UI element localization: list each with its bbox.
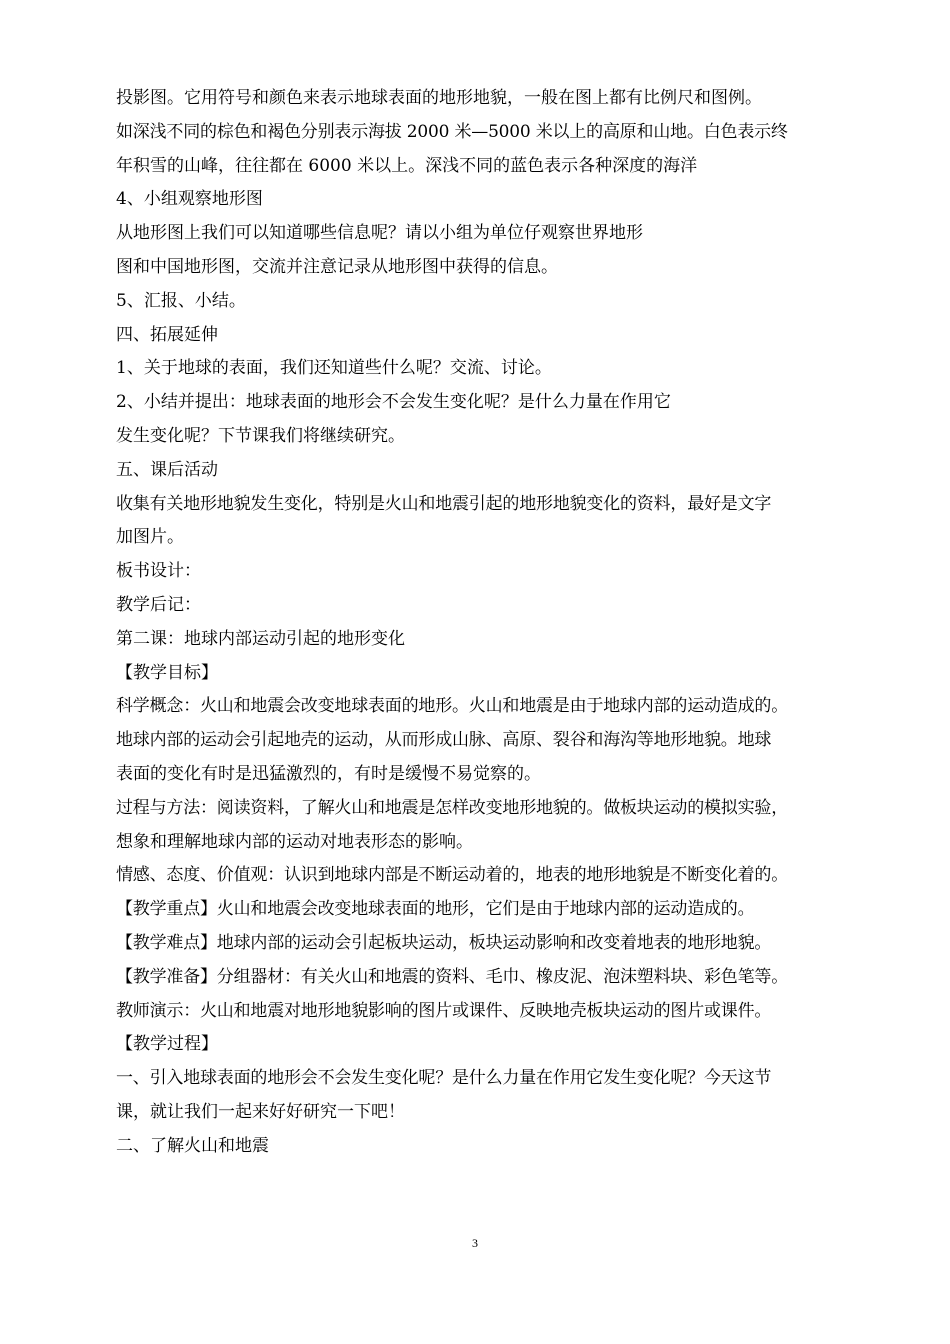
section-heading: 5、汇报、小结。 — [116, 290, 246, 311]
text-line: 发生变化呢？下节课我们将继续研究。 — [116, 425, 405, 446]
text-line: 2、小结并提出：地球表面的地形会不会发生变化呢？是什么力量在作用它 — [116, 392, 671, 413]
section-heading: 4、小组观察地形图 — [116, 189, 263, 210]
text-line: 地球内部的运动会引起地壳的运动，从而形成山脉、高原、裂谷和海沟等地形地貌。地球 — [116, 730, 772, 751]
section-heading: 五、课后活动 — [116, 459, 218, 480]
section-heading: 四、拓展延伸 — [116, 324, 218, 345]
text-line: 课，就让我们一起来好好研究一下吧！ — [116, 1101, 405, 1122]
text-line: 教学后记： — [116, 594, 201, 615]
text-line: 【教学重点】火山和地震会改变地球表面的地形，它们是由于地球内部的运动造成的。 — [116, 899, 755, 920]
text-line: 情感、态度、价值观：认识到地球内部是不断运动着的，地表的地形地貌是不断变化着的。 — [116, 865, 788, 886]
text-line: 想象和理解地球内部的运动对地表形态的影响。 — [116, 831, 473, 852]
page-number: 3 — [472, 1236, 478, 1250]
text-line: 投影图。它用符号和颜色来表示地球表面的地形地貌，一般在图上都有比例尺和图例。 — [116, 88, 762, 108]
text-line: 如深浅不同的棕色和褐色分别表示海拔 2000 米—5000 米以上的高原和山地。白色表示终 — [116, 121, 788, 142]
text-line: 收集有关地形地貌发生变化，特别是火山和地震引起的地形地貌变化的资料，最好是文字 — [116, 493, 772, 514]
text-line: 加图片。 — [116, 527, 184, 548]
text-line: 【教学准备】分组器材：有关火山和地震的资料、毛巾、橡皮泥、泡沫塑料块、彩色笔等。 — [116, 966, 788, 987]
section-heading: 【教学目标】 — [116, 662, 218, 683]
text-line: 图和中国地形图，交流并注意记录从地形图中获得的信息。 — [116, 256, 558, 277]
text-line: 科学概念：火山和地震会改变地球表面的地形。火山和地震是由于地球内部的运动造成的。 — [116, 696, 788, 717]
lesson-title: 第二课：地球内部运动引起的地形变化 — [116, 628, 405, 649]
document-body — [116, 82, 876, 1164]
text-line: 过程与方法：阅读资料，了解火山和地震是怎样改变地形地貌的。做板块运动的模拟实验， — [116, 797, 788, 818]
text-line: 板书设计： — [116, 561, 201, 582]
text-line: 从地形图上我们可以知道哪些信息呢？请以小组为单位仔观察世界地形 — [116, 223, 643, 244]
text-line: 【教学难点】地球内部的运动会引起板块运动，板块运动影响和改变着地表的地形地貌。 — [116, 932, 772, 953]
section-heading: 二、了解火山和地震 — [116, 1135, 269, 1156]
text-line: 一、引入地球表面的地形会不会发生变化呢？是什么力量在作用它发生变化呢？今天这节 — [116, 1068, 772, 1089]
text-line: 教师演示：火山和地震对地形地貌影响的图片或课件、反映地壳板块运动的图片或课件。 — [116, 1000, 772, 1021]
section-heading: 【教学过程】 — [116, 1034, 218, 1055]
text-line: 年积雪的山峰，往往都在 6000 米以上。深浅不同的蓝色表示各种深度的海洋 — [116, 155, 698, 176]
text-line: 表面的变化有时是迅猛激烈的，有时是缓慢不易觉察的。 — [116, 763, 541, 784]
text-line: 1、关于地球的表面，我们还知道些什么呢？交流、讨论。 — [116, 358, 552, 379]
